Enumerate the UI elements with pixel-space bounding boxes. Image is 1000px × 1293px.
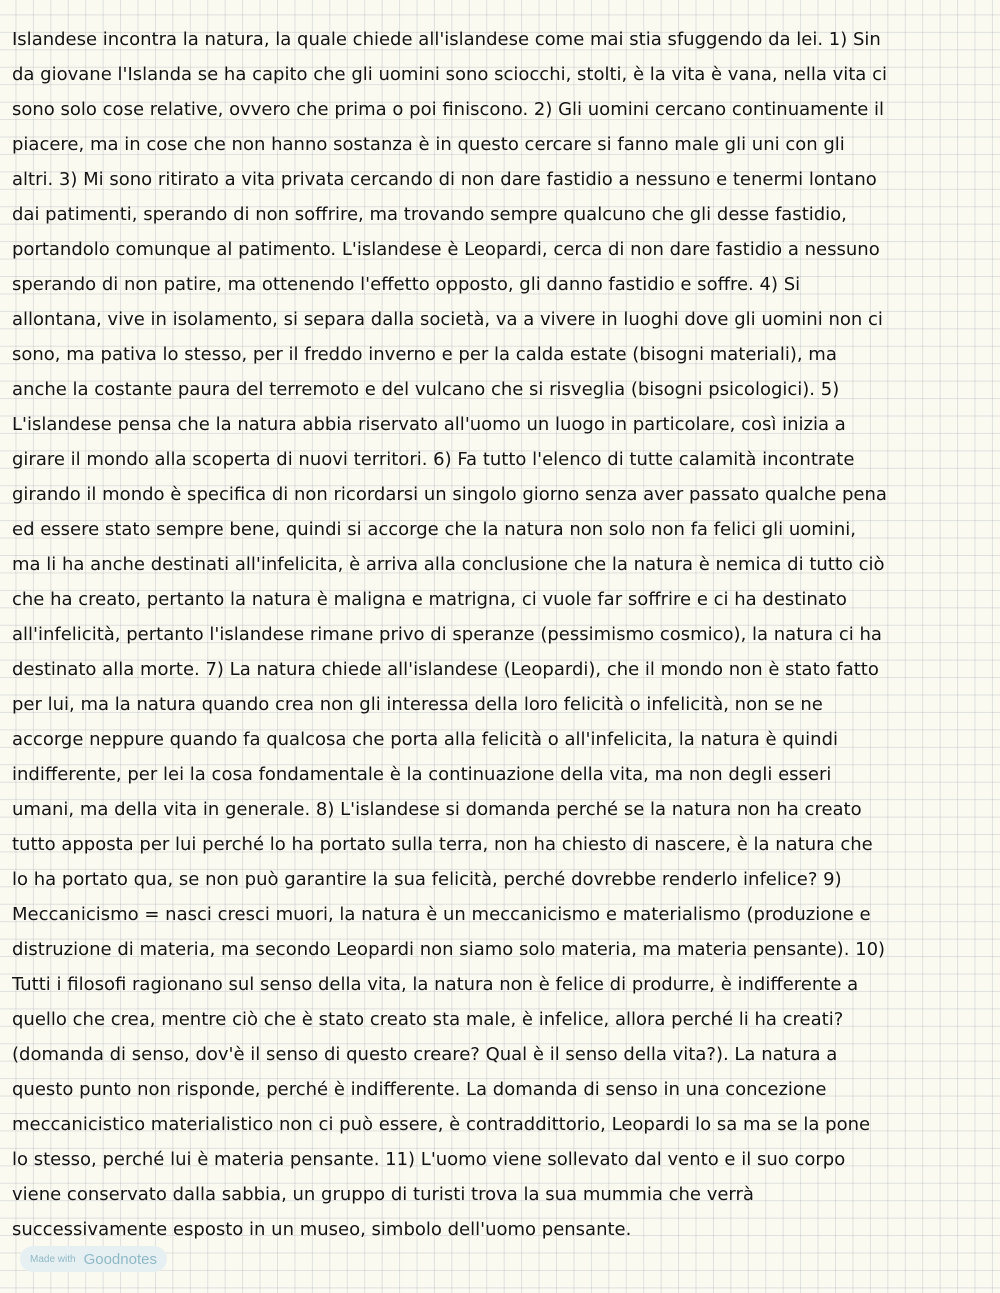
text-line-21: accorge neppure quando fa qualcosa che porta alla felicità o all'infelicita, la natura è quindi — [12, 729, 839, 750]
text-line-32: meccanicistico materialistico non ci può essere, è contraddittorio, Leopardi lo sa ma se la pone — [12, 1114, 871, 1135]
text-line-27: distruzione di materia, ma secondo Leopardi non siamo solo materia, ma materia pensante). 10) — [12, 939, 886, 960]
text-line-23: umani, ma della vita in generale. 8) L'islandese si domanda perché se la natura non ha creato — [12, 799, 862, 820]
text-line-8: sperando di non patire, ma ottenendo l'effetto opposto, gli danno fastidio e soffre. 4) Si — [12, 274, 801, 295]
watermark-prefix: Made with — [30, 1253, 76, 1265]
text-line-20: per lui, ma la natura quando crea non gli interessa della loro felicità o infelicità, non se ne — [12, 694, 823, 715]
text-line-17: che ha creato, pertanto la natura è maligna e matrigna, ci vuole far soffrire e ci ha destinato — [12, 589, 847, 610]
text-line-31: questo punto non risponde, perché è indifferente. La domanda di senso in una concezione — [12, 1079, 827, 1100]
text-line-14: girando il mondo è specifica di non ricordarsi un singolo giorno senza aver passato qualche pena — [12, 484, 887, 505]
goodnotes-watermark — [20, 1246, 167, 1272]
text-line-25: lo ha portato qua, se non può garantire la sua felicità, perché dovrebbe renderlo infelice? 9) — [12, 869, 842, 890]
text-line-33: lo stesso, perché lui è materia pensante. 11) L'uomo viene sollevato dal vento e il suo corpo — [12, 1149, 846, 1170]
text-line-15: ed essere stato sempre bene, quindi si accorge che la natura non solo non fa felici gli uomini, — [12, 519, 856, 540]
text-line-22: indifferente, per lei la cosa fondamentale è la continuazione della vita, ma non degli esseri — [12, 764, 832, 785]
text-line-11: anche la costante paura del terremoto e del vulcano che si risveglia (bisogni psicologici). 5) — [12, 379, 840, 400]
text-line-26: Meccanicismo = nasci cresci muori, la natura è un meccanicismo e materialismo (produzione e — [12, 904, 871, 925]
text-line-24: tutto apposta per lui perché lo ha portato sulla terra, non ha chiesto di nascere, è la natura che — [12, 834, 873, 855]
text-line-10: sono, ma pativa lo stesso, per il freddo inverno e per la calda estate (bisogni materiali), ma — [12, 344, 837, 365]
text-line-5: altri. 3) Mi sono ritirato a vita privata cercando di non dare fastidio a nessuno e tenermi lontano — [12, 169, 877, 190]
text-line-18: all'infelicità, pertanto l'islandese rimane privo di speranze (pessimismo cosmico), la natura ci ha — [12, 624, 882, 645]
text-line-29: quello che crea, mentre ciò che è stato creato sta male, è infelice, allora perché li ha creati? — [12, 1009, 844, 1030]
watermark-brand: Goodnotes — [83, 1250, 157, 1268]
text-line-34: viene conservato dalla sabbia, un gruppo di turisti trova la sua mummia che verrà — [12, 1184, 754, 1205]
text-line-35: successivamente esposto in un museo, simbolo dell'uomo pensante. — [12, 1219, 632, 1240]
text-line-9: allontana, vive in isolamento, si separa dalla società, va a vivere in luoghi dove gli uomini non ci — [12, 309, 883, 330]
text-line-7: portandolo comunque al patimento. L'islandese è Leopardi, cerca di non dare fastidio a nessuno — [12, 239, 880, 260]
text-line-13: girare il mondo alla scoperta di nuovi territori. 6) Fa tutto l'elenco di tutte calamità incontrate — [12, 449, 855, 470]
text-line-4: piacere, ma in cose che non hanno sostanza è in questo cercare si fanno male gli uni con gli — [12, 134, 845, 155]
text-line-30: (domanda di senso, dov'è il senso di questo creare? Qual è il senso della vita?). La natura a — [12, 1044, 838, 1065]
text-line-16: ma li ha anche destinati all'infelicita, è arriva alla conclusione che la natura è nemica di tutto ciò — [12, 554, 885, 575]
text-line-6: dai patimenti, sperando di non soffrire, ma trovando sempre qualcuno che gli desse fastidio, — [12, 204, 847, 225]
text-line-1: Islandese incontra la natura, la quale chiede all'islandese come mai stia sfuggendo da lei. 1) Sin — [12, 29, 881, 50]
text-line-12: L'islandese pensa che la natura abbia riservato all'uomo un luogo in particolare, così inizia a — [12, 414, 846, 435]
text-line-28: Tutti i filosofi ragionano sul senso della vita, la natura non è felice di produrre, è indifferente a — [12, 974, 859, 995]
text-line-19: destinato alla morte. 7) La natura chiede all'islandese (Leopardi), che il mondo non è stato fatto — [12, 659, 879, 680]
handwritten-note-text — [12, 22, 988, 1247]
text-line-2: da giovane l'Islanda se ha capito che gli uomini sono sciocchi, stolti, è la vita è vana, nella vita ci — [12, 64, 887, 85]
text-line-3: sono solo cose relative, ovvero che prima o poi finiscono. 2) Gli uomini cercano continuamente il — [12, 99, 884, 120]
